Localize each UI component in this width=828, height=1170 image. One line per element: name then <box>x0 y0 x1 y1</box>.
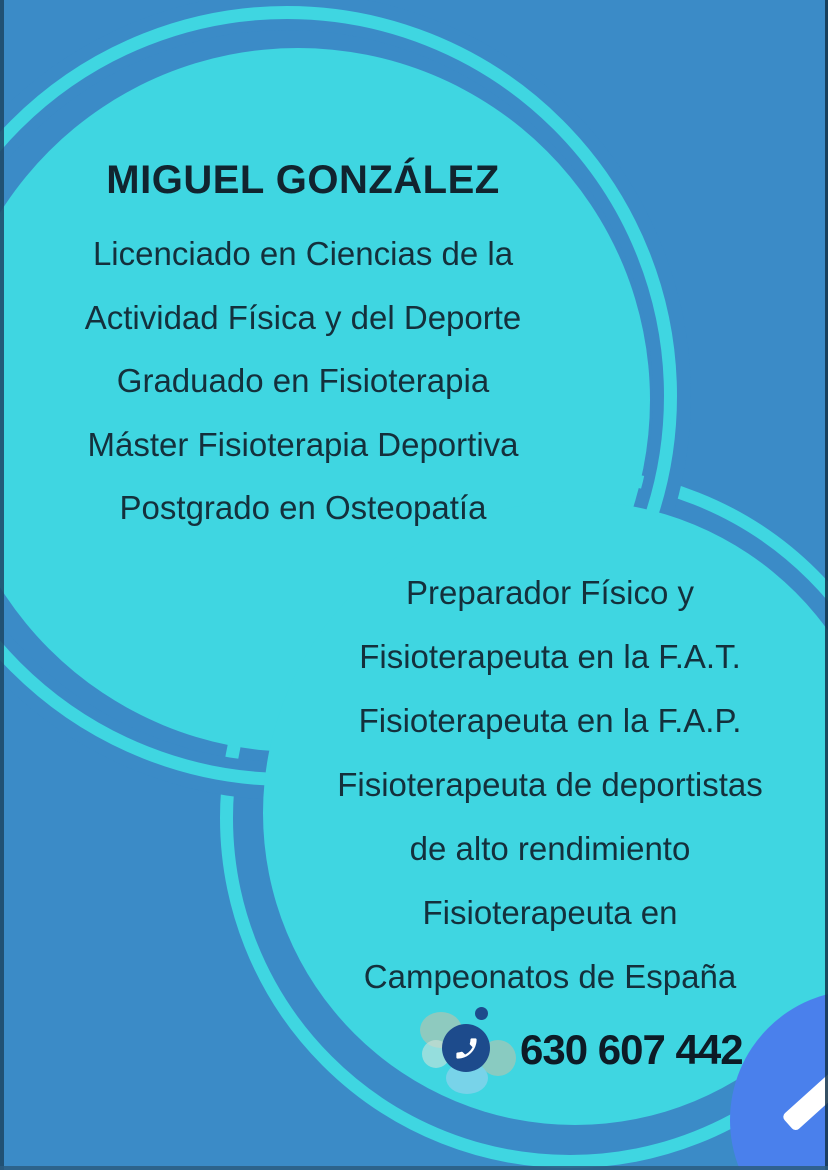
role-line: de alto rendimiento <box>409 830 691 867</box>
qualification-line: Máster Fisioterapia Deportiva <box>87 425 519 463</box>
phone-icon-cluster <box>410 1000 520 1110</box>
edge-strip <box>0 0 4 1170</box>
phone-handset-icon <box>453 1035 480 1062</box>
role-line: Campeonatos de España <box>363 958 737 995</box>
role-line: Fisioterapeuta en la F.A.T. <box>359 638 741 675</box>
decor-dot <box>475 1007 488 1020</box>
person-name: MIGUEL GONZÁLEZ <box>106 158 500 202</box>
roles-block <box>250 561 828 1009</box>
phone-badge <box>442 1024 490 1072</box>
role-line: Preparador Físico y <box>406 574 694 611</box>
phone-number: 630 607 442 <box>520 1026 743 1073</box>
qualification-line: Licenciado en Ciencias de la <box>92 235 514 272</box>
qualification-line: Postgrado en Osteopatía <box>119 489 487 526</box>
edge-strip <box>0 1166 828 1170</box>
role-line: Fisioterapeuta en <box>422 894 678 931</box>
role-line: Fisioterapeuta en la F.A.P. <box>358 702 742 739</box>
qualifications-block <box>3 154 603 540</box>
pencil-icon <box>781 1063 828 1132</box>
role-line: Fisioterapeuta de deportistas <box>337 766 763 803</box>
qualification-line: Actividad Física y del Deporte <box>84 298 522 336</box>
qualification-line: Graduado en Fisioterapia <box>116 362 490 399</box>
